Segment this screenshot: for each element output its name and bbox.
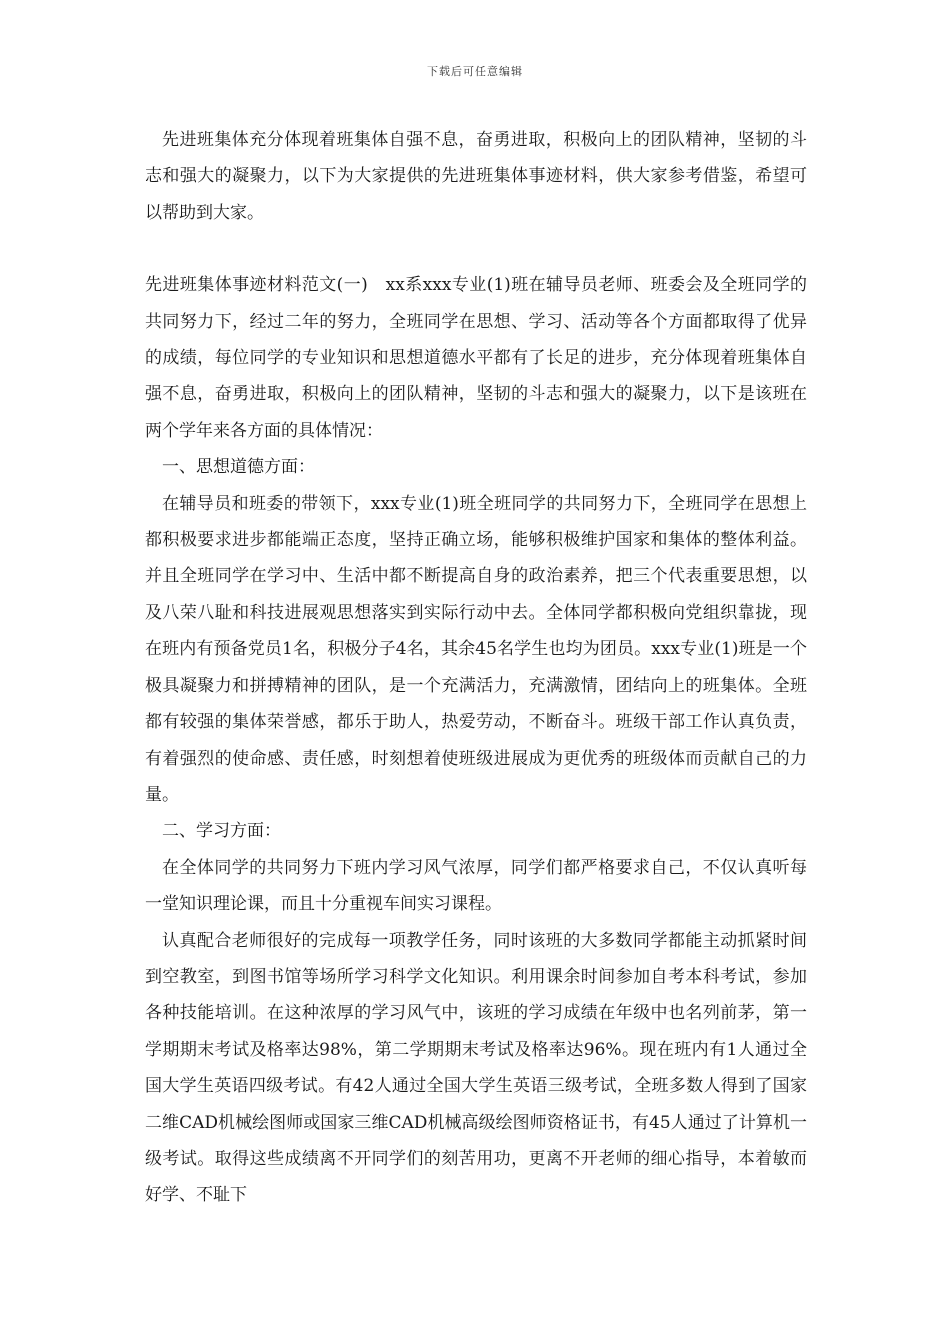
page-header: 下载后可任意编辑 (427, 65, 523, 78)
section-heading-study: 二、学习方面： (162, 821, 281, 842)
study-paragraph-1: 在全体同学的共同努力下班内学习风气浓厚，同学们都严格要求自己，不仅认真听每一堂知识理论课，而且十分重视车间实习课程。 (145, 857, 807, 915)
sample-intro-paragraph: 先进班集体事迹材料范文(一) xx系xxx专业(1)班在辅导员老师、班委会及全班同学的共同努力下，经过二年的努力，全班同学在思想、学习、活动等各个方面都取得了优异的成绩，每位同学的专业知识和思想道德水平都有了长足的进步，充分体现着班集体自强不息，奋勇进取，积极向上的团队精神，坚韧的斗志和强大的凝聚力，以下是该班在两个学年来各方面的具体情况： (145, 275, 807, 441)
intro-paragraph: 先进班集体充分体现着班集体自强不息，奋勇进取，积极向上的团队精神，坚韧的斗志和强大的凝聚力，以下为大家提供的先进班集体事迹材料，供大家参考借鉴，希望可以帮助到大家。 (145, 130, 807, 223)
section-heading-moral: 一、思想道德方面： (162, 457, 315, 478)
paragraph-spacer (145, 231, 807, 267)
moral-paragraph: 在辅导员和班委的带领下，xxx专业(1)班全班同学的共同努力下，全班同学在思想上都积极要求进步都能端正态度，坚持正确立场，能够积极维护国家和集体的整体利益。并且全班同学在学习中、生活中都不断提高自身的政治素养，把三个代表重要思想，以及八荣八耻和科技进展观思想落实到实际行动中去。全体同学都积极向党组织靠拢，现在班内有预备党员1名，积极分子4名，其余45名学生也均为团员。xxx专业(1)班是一个极具凝聚力和拼搏精神的团队，是一个充满活力，充满激情，团结向上的班集体。全班都有较强的集体荣誉感，都乐于助人，热爱劳动，不断奋斗。班级干部工作认真负责，有着强烈的使命感、责任感，时刻想着使班级进展成为更优秀的班级体而贡献自己的力量。 (145, 493, 807, 805)
study-paragraph-2: 认真配合老师很好的完成每一项教学任务，同时该班的大多数同学都能主动抓紧时间到空教室，到图书馆等场所学习科学文化知识。利用课余时间参加自考本科考试，参加各种技能培训。在这种浓厚的学习风气中，该班的学习成绩在年级中也名列前茅，第一学期期末考试及格率达98%，第二学期期末考试及格率达96%。现在班内有1人通过全国大学生英语四级考试。有42人通过全国大学生英语三级考试，全班多数人得到了国家二维CAD机械绘图师或国家三维CAD机械高级绘图师资格证书，有45人通过了计算机一级考试。取得这些成绩离不开同学们的刻苦用功，更离不开老师的细心指导，本着敏而好学、不耻下 (145, 930, 807, 1206)
document-body (145, 122, 807, 1214)
